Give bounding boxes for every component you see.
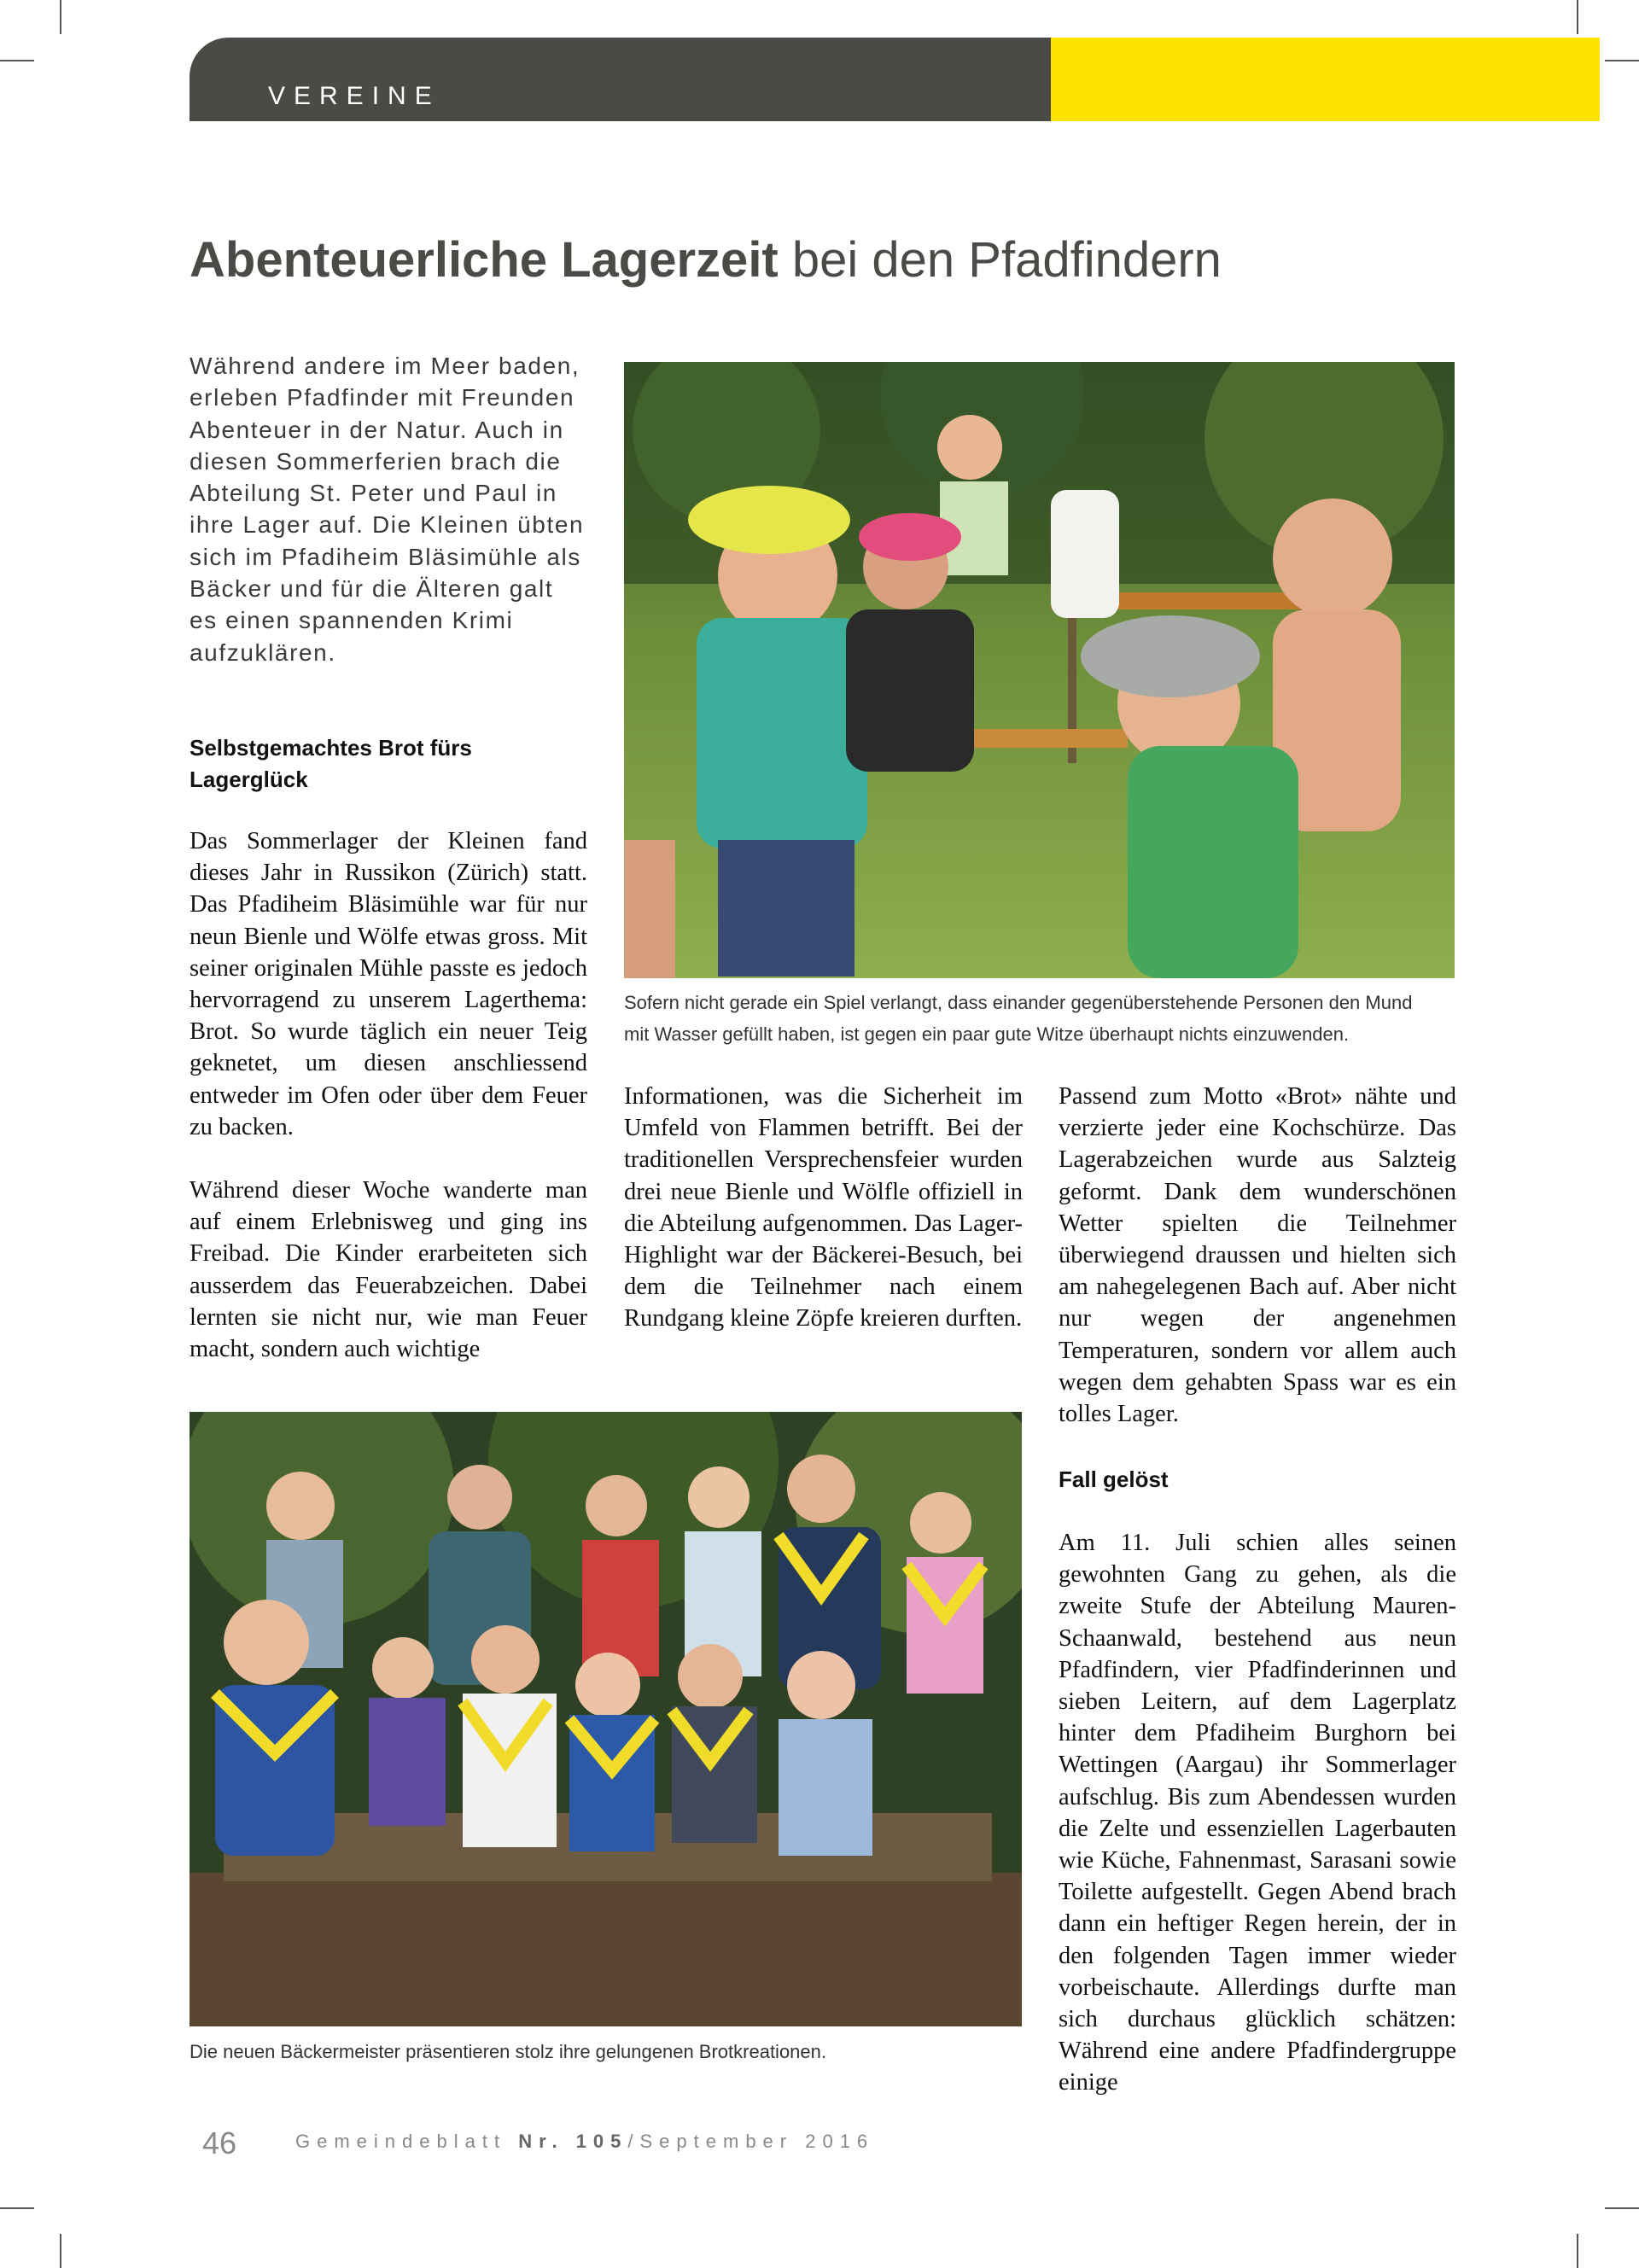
col3-paragraph-1: Passend zum Motto «Brot» nähte und verzierte jeder eine Kochschürze. Das Lagerabzeichen wurde aus Salzteig geformt. Dank dem wunderschönen Wetter spielten die Teilnehmer überwiegend draussen und hielten sich am nahegelegenen Bach auf. Aber nicht nur wegen der angenehmen Temperaturen, sondern vor allem auch wegen dem gehabten Spass war es ein tolles Lager. [1059, 1083, 1456, 1428]
subheading-brot: Selbstgemachtes Brot fürs Lagerglück [190, 735, 472, 792]
photo-illustration [624, 362, 1455, 978]
issue-number: Nr. 105 [518, 2131, 628, 2152]
photo-kids-water-game [624, 362, 1455, 978]
crop-mark [1577, 0, 1578, 34]
caption-line-1: Sofern nicht gerade ein Spiel verlangt, dass einander gegenüberstehende Personen den Mund [624, 992, 1413, 1013]
accent-bar [1051, 38, 1600, 121]
article-title [190, 229, 1598, 292]
col2-paragraph-1: Informationen, was die Sicherheit im Umfeld von Flammen betrifft. Bei der traditionellen Versprechensfeier wurden drei neue Bienle und Wölfle offiziell in die Abteilung aufgenommen. Das Lager-Highlight war der Bäckerei-Besuch, bei dem die Teilnehmer nach einem Rundgang kleine Zöpfe kreieren durften. [624, 1083, 1023, 1332]
article-lead: Während andere im Meer baden, erleben Pfadfinder mit Freunden Abenteuer in der Natur. Auch in diesen Sommerferien brach die Abteilung St. Peter und Paul in ihre Lager auf. Die Kleinen übten sich im Pfadiheim Bläsimühle als Bäcker und für die Älteren galt es einen spannenden Krimi aufzuklären. [190, 353, 585, 666]
subheading-fall: Fall gelöst [1059, 1466, 1169, 1492]
photo-illustration [190, 1412, 1022, 2026]
caption-line-2: mit Wasser gefüllt haben, ist gegen ein paar gute Witze überhaupt nichts einzuwenden. [624, 1023, 1350, 1045]
crop-mark [1577, 2234, 1578, 2268]
title-bold: Abenteuerliche Lagerzeit [190, 232, 779, 288]
top-photo-caption [624, 987, 1461, 1050]
crop-mark [0, 2207, 34, 2209]
section-label: VEREINE [268, 82, 440, 110]
title-light: bei den Pfadfindern [791, 232, 1222, 288]
crop-mark [60, 2234, 61, 2268]
crop-mark [1605, 60, 1639, 61]
crop-mark [60, 0, 61, 34]
page-number: 46 [202, 2125, 237, 2160]
photo-group-bakers [190, 1412, 1022, 2026]
col1-paragraph-1: Das Sommerlager der Kleinen fand dieses Jahr in Russikon (Zürich) statt. Das Pfadiheim Bläsimühle war für nur neun Bienle und Wölfe etwas gross. Mit seiner originalen Mühle passte es jedoch hervorragend zu unserem Lagerthema: Brot. So wurde täglich ein neuer Teig geknetet, um diesen anschliessend entweder im Ofen oder über dem Feuer zu backen. [190, 828, 587, 1140]
footer-publication [295, 2131, 874, 2153]
col1-paragraph-2: Während dieser Woche wanderte man auf einem Erlebnisweg und ging ins Freibad. Die Kinder erarbeiteten sich ausserdem das Feuerabzeichen. Dabei lernten sie nicht nur, wie man Feuer macht, sondern auch wichtige [190, 1177, 587, 1363]
crop-mark [1605, 2207, 1639, 2209]
publication-name: Gemeindeblatt [295, 2131, 507, 2152]
crop-mark [0, 60, 34, 61]
bottom-photo-caption: Die neuen Bäckermeister präsentieren stolz ihre gelungenen Brotkreationen. [190, 2041, 826, 2062]
issue-date: /September 2016 [627, 2131, 875, 2152]
col3-paragraph-2: Am 11. Juli schien alles seinen gewohnten Gang zu gehen, als die zweite Stufe der Abteilung Mauren-Schaanwald, bestehend aus neun Pfadfindern, vier Pfadfinderinnen und sieben Leitern, auf dem Lagerplatz hinter dem Pfadiheim Burghorn bei Wettingen (Aargau) ihr Sommerlager aufschlug. Bis zum Abendessen wurden die Zelte und essenziellen Lagerbauten wie Küche, Fahnenmast, Sarasani sowie Toilette aufgestellt. Gegen Abend brach dann ein heftiger Regen herein, der in den folgenden Tagen immer wieder vorbeischaute. Allerdings durfte man sich durchaus glücklich schätzen: Während eine andere Pfadfindergruppe einige [1059, 1530, 1456, 2096]
